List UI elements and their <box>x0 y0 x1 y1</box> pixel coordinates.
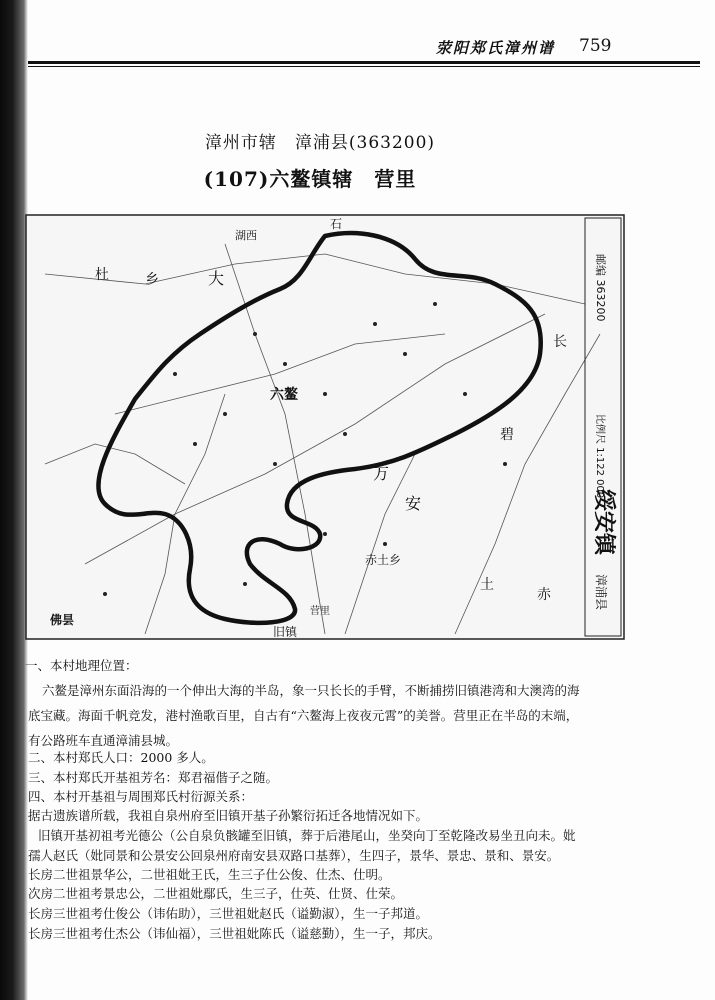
map-label: 万 <box>373 464 390 483</box>
map-label: 石 <box>330 217 343 231</box>
text-line: 旧镇开基初祖考光德公（公自泉负骸罐至旧镇，葬于后港尾山，坐癸向丁至乾隆改易坐丑向未。妣 <box>38 828 576 843</box>
postal-code-text: 邮编 363200 <box>594 254 607 322</box>
text-line: 六鳌是漳州东面沿海的一个伸出大海的半岛，象一只长长的手臂，不断捕捞旧镇港湾和大澳湾的海 <box>42 683 580 698</box>
map-label: 碧 <box>500 427 514 443</box>
map-label: 赤土乡 <box>365 553 402 567</box>
map-label: 乡 <box>145 272 159 288</box>
map-label: 六鳌 <box>270 387 298 403</box>
text-line: 孺人赵氏（妣同景和公景安公回泉州府南安县双路口基葬），生四子，景华、景忠、景和、景安。 <box>28 848 560 863</box>
county-name-text: 漳浦县 <box>594 574 608 611</box>
map-label: 旧镇 <box>273 625 298 639</box>
map-label: 杜 <box>95 267 109 283</box>
map-label: 长 <box>553 334 567 350</box>
header-rule-thick <box>28 61 700 64</box>
jurisdiction-heading: 漳州市辖 漳浦县(363200) <box>204 133 436 153</box>
text-line: 二、本村郑氏人口：2000 多人。 <box>28 750 214 765</box>
section-heading: 一、本村地理位置： <box>25 658 138 673</box>
text-line: 据古遗族谱所载，我祖自泉州府至旧镇开基子孙繁衍拓迁各地情况如下。 <box>28 808 429 823</box>
map-label: 湖西 <box>235 229 257 242</box>
map-title: (107)六鳌镇辖 营里 <box>203 167 417 191</box>
text-line: 有公路班车直通漳浦县城。 <box>28 733 179 748</box>
map-frame <box>26 215 624 639</box>
text-line: 长房三世祖考仕杰公（讳仙福），三世祖妣陈氏（谥慈勤），生一子，邦庆。 <box>28 926 441 941</box>
text-line: 四、本村开基祖与周围郑氏村衍源关系： <box>28 789 254 804</box>
text-line: 长房三世祖考仕俊公（讳佑助），三世祖妣赵氏（谥勤淑），生一子邦道。 <box>28 906 429 921</box>
map-label: 安 <box>405 494 422 513</box>
village-map <box>25 214 625 640</box>
map-label: 佛昙 <box>50 613 75 627</box>
text-line: 底宝藏。海面千帆竞发，港村渔歌百里，自古有“六鳌海上夜夜元霄”的美誉。营里正在半岛的末端， <box>28 708 579 723</box>
map-label: 土 <box>480 577 494 593</box>
text-line: 次房二世祖考景忠公，二世祖妣鄢氏，生三子，仕英、仕贤、仕荣。 <box>28 886 404 901</box>
header-rule-thin <box>28 66 700 67</box>
map-label: 大 <box>208 269 225 288</box>
text-line: 三、本村郑氏开基祖芳名：郑君福偕子之随。 <box>28 770 279 785</box>
map-village-label: 营里 <box>310 606 330 617</box>
page-number: 759 <box>579 36 612 56</box>
map-label: 赤 <box>537 587 551 603</box>
town-name-text: 绥安镇 <box>591 489 616 556</box>
scale-text: 比例尺 1:122 000 <box>594 414 605 499</box>
text-line: 长房二世祖景华公，二世祖妣王氏，生三子仕公俊、仕杰、仕明。 <box>28 867 391 882</box>
running-header-title: 荥阳郑氏漳州谱 <box>436 39 556 57</box>
